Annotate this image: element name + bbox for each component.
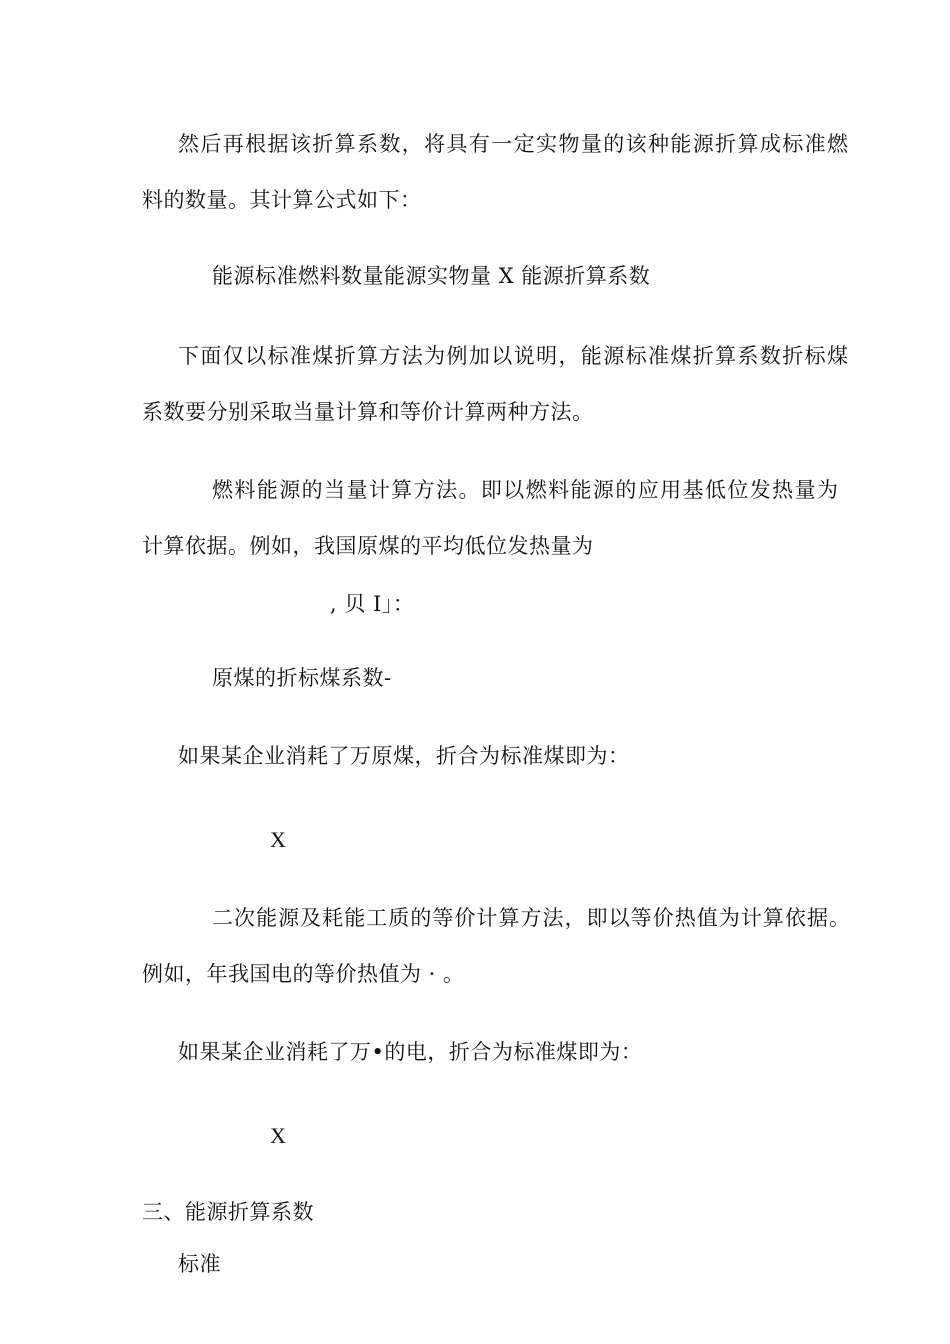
paragraph-1-line-2: 料的数量。其计算公式如下：	[142, 188, 422, 212]
multiplication-mark: X	[270, 1123, 287, 1148]
paragraph-5-line-1: 二次能源及耗能工质的等价计算方法，即以等价热值为计算依据。	[212, 906, 850, 930]
paragraph-2-line-2: 系数要分别采取当量计算和等价计算两种方法。	[142, 400, 594, 424]
ocr-fragment: , 贝 I」：	[330, 592, 415, 616]
paragraph-6: 如果某企业消耗了万•的电，折合为标准煤即为：	[178, 1040, 643, 1064]
paragraph-4: 如果某企业消耗了万原煤，折合为标准煤即为：	[178, 744, 630, 768]
coal-coefficient-label: 原煤的折标煤系数-	[212, 666, 392, 690]
section-heading: 三、能源折算系数	[142, 1200, 314, 1224]
paragraph-1-line-1: 然后再根据该折算系数，将具有一定实物量的该种能源折算成标准燃	[178, 132, 848, 156]
paragraph-2-line-1: 下面仅以标准煤折算方法为例加以说明，能源标准煤折算系数折标煤	[178, 344, 848, 368]
paragraph-3-line-2: 计算依据。例如，我国原煤的平均低位发热量为	[142, 534, 594, 558]
paragraph-3-line-1: 燃料能源的当量计算方法。即以燃料能源的应用基低位发热量为	[212, 478, 838, 502]
table-label: 标准	[178, 1252, 221, 1276]
paragraph-5-line-2: 例如，年我国电的等价热值为 · 。	[142, 962, 465, 986]
multiplication-mark: X	[270, 827, 287, 852]
formula-line: 能源标准燃料数量能源实物量 X 能源折算系数	[212, 264, 651, 288]
